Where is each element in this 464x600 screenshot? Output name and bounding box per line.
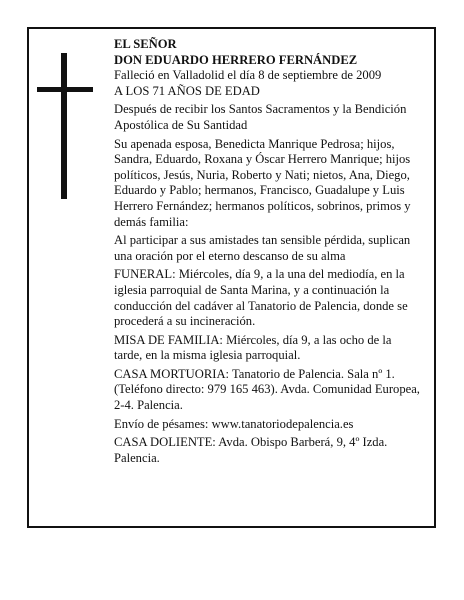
cross-horizontal-bar: [37, 87, 93, 92]
obituary-mortuary: CASA MORTUORIA: Tanatorio de Palencia. Sala nº 1. (Teléfono directo: 979 165 463). Avda. Comunidad Europea, 2-4. Palencia.: [114, 366, 420, 413]
obituary-funeral-details: FUNERAL: Miércoles, día 9, a la una del mediodía, en la iglesia parroquial de Santa Marina, y a continuación la conducción del cadáver al Tanatorio de Palencia, donde se procederá a su incineración.: [114, 267, 408, 329]
obituary-family-list: Su apenada esposa, Benedicta Manrique Pedrosa; hijos, Sandra, Eduardo, Roxana y Óscar Herrero Manrique; hijos políticos, Jesús, Nuria, Roberto y Nati; nietos, Ana, Diego, Eduardo y Pablo; hermanos, Francisco, Guadalupe y Luis Herrero Fernández; hermanos políticos, sobrinos, primos y demás familia:: [114, 136, 411, 229]
obituary-prayer-request: Al participar a sus amistades tan sensible pérdida, suplican una oración por el eterno descanso de su alma: [114, 233, 411, 263]
cross-vertical-bar: [61, 53, 67, 199]
obituary-condolences: Envío de pésames: www.tanatoriodepalencia.es: [114, 416, 354, 431]
obituary-mourning-house: CASA DOLIENTE: Avda. Obispo Barberá, 9, 4º Izda. Palencia.: [114, 435, 388, 465]
obituary-age: A LOS 71 AÑOS DE EDAD: [114, 83, 260, 98]
obituary-family-mass: MISA DE FAMILIA: Miércoles, día 9, a las ocho de la tarde, en la misma iglesia parroquial.: [114, 332, 392, 363]
obituary-title-line1: EL SEÑOR: [114, 37, 177, 51]
obituary-text: [114, 37, 422, 469]
obituary-death-place-date: Falleció en Valladolid el día 8 de septiembre de 2009: [114, 68, 382, 83]
latin-cross-icon: [37, 53, 93, 199]
obituary-sacraments: Después de recibir los Santos Sacramentos y la Bendición Apostólica de Su Santidad: [114, 102, 407, 132]
obituary-deceased-name: DON EDUARDO HERRERO FERNÁNDEZ: [114, 52, 358, 67]
